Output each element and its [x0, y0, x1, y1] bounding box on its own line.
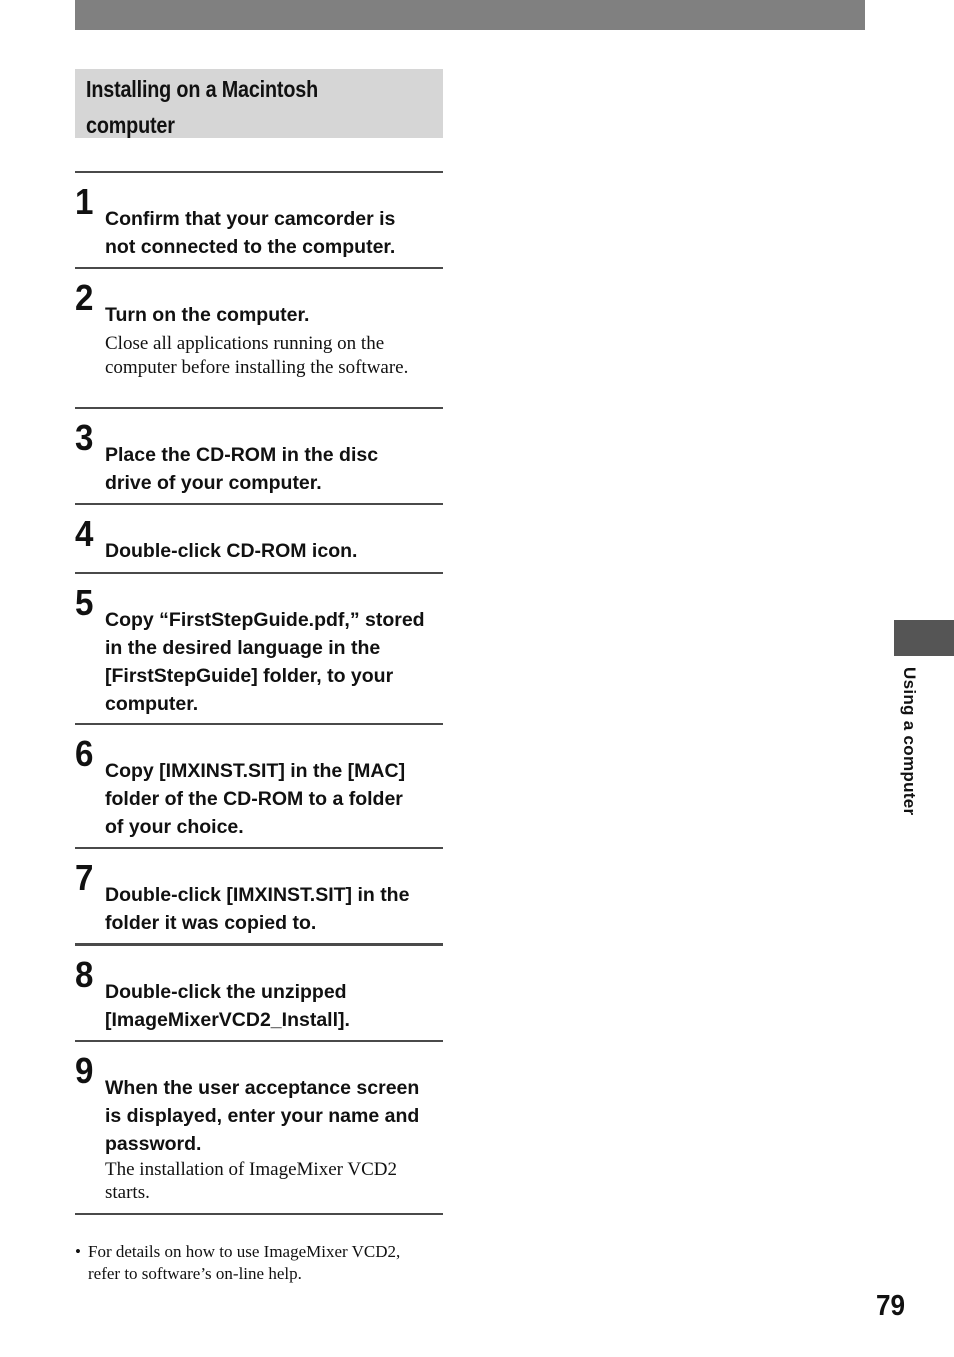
step-1	[75, 181, 445, 264]
side-tab-label: Using a computer	[900, 667, 919, 816]
step-note: Close all applications running on the computer before installing the software.	[105, 333, 409, 378]
step-instruction: Confirm that your camcorder is not connected to the computer.	[105, 208, 396, 258]
step-9	[75, 1050, 445, 1213]
footnote-text: For details on how to use ImageMixer VCD2, refer to software’s on-line help.	[88, 1242, 401, 1283]
step-divider	[75, 847, 443, 849]
header-bar	[75, 0, 865, 30]
step-note: The installation of ImageMixer VCD2 starts.	[105, 1159, 397, 1203]
step-instruction: Copy [IMXINST.SIT] in the [MAC] folder of the CD-ROM to a folder of your choice.	[105, 760, 406, 838]
step-number: 1	[75, 181, 94, 222]
step-number: 5	[75, 582, 94, 623]
section-title-line-1: Installing on a Macintosh	[86, 76, 318, 102]
step-instruction: Turn on the computer.	[105, 304, 310, 326]
step-4	[75, 513, 445, 566]
bullet-icon: •	[75, 1242, 81, 1261]
step-2	[75, 277, 445, 400]
step-instruction: Double-click CD-ROM icon.	[105, 540, 358, 562]
step-instruction: Double-click [IMXINST.SIT] in the folder it was copied to.	[105, 884, 410, 934]
step-number: 4	[75, 513, 94, 554]
step-number: 3	[75, 417, 94, 458]
step-6	[75, 733, 445, 844]
step-number: 7	[75, 857, 94, 898]
step-number: 6	[75, 733, 94, 774]
section-tab-marker	[894, 620, 954, 656]
step-instruction: Double-click the unzipped [ImageMixerVCD2_Install].	[105, 981, 350, 1031]
step-instruction: Copy “FirstStepGuide.pdf,” stored in the desired language in the [FirstStepGuide] folder, to your computer.	[105, 609, 425, 715]
step-number: 2	[75, 277, 94, 318]
step-divider	[75, 503, 443, 505]
step-5	[75, 582, 445, 720]
step-divider	[75, 723, 443, 725]
step-divider	[75, 572, 443, 574]
step-divider	[75, 943, 443, 946]
section-heading	[75, 69, 443, 138]
step-instruction: Place the CD-ROM in the disc drive of your computer.	[105, 444, 379, 494]
step-divider	[75, 171, 443, 173]
step-divider	[75, 407, 443, 409]
step-number: 8	[75, 954, 94, 995]
step-7	[75, 857, 445, 940]
step-number: 9	[75, 1050, 94, 1091]
step-instruction: When the user acceptance screen is displayed, enter your name and password.	[105, 1077, 420, 1155]
section-title-line-2: computer	[86, 112, 175, 138]
step-3	[75, 417, 445, 500]
step-divider	[75, 1213, 443, 1215]
step-divider	[75, 267, 443, 269]
page-number: 79	[876, 1290, 906, 1322]
step-divider	[75, 1040, 443, 1042]
step-8	[75, 954, 445, 1037]
